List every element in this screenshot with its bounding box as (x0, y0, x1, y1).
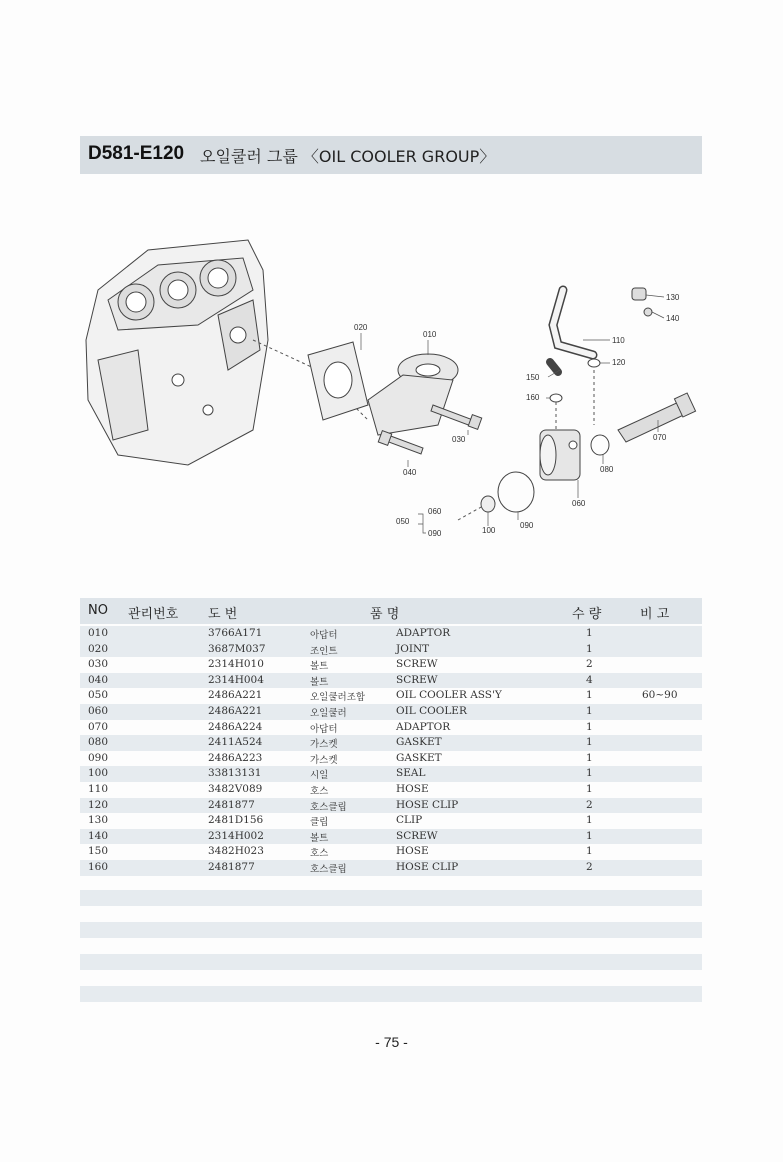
label-010: 010 (423, 330, 437, 339)
header-no: NO (88, 603, 108, 618)
table-row: 140 2314H002 볼트 SCREW 1 (80, 829, 702, 845)
hose-150-illustration (550, 362, 558, 372)
blank-row (80, 986, 702, 1002)
label-100: 100 (482, 526, 496, 535)
label-150: 150 (526, 373, 540, 382)
bolt-040-illustration (378, 431, 423, 454)
blank-row (80, 922, 702, 938)
label-120: 120 (612, 358, 626, 367)
header-remark: 비 고 (640, 607, 670, 622)
table-body (80, 626, 702, 876)
group-title: 오일쿨러 그룹 〈OIL COOLER GROUP〉 (200, 147, 496, 166)
label-030: 030 (452, 435, 466, 444)
page-number: - 75 - (375, 1034, 408, 1050)
label-070: 070 (653, 433, 667, 442)
header-mgmt-no: 관리번호 (128, 607, 179, 622)
hose-clip-160-illustration (550, 394, 562, 402)
clip-130-illustration (632, 288, 652, 316)
table-row: 120 2481877 호스클립 HOSE CLIP 2 (80, 798, 702, 814)
parts-table (80, 598, 702, 876)
table-row: 090 2486A223 가스켓 GASKET 1 (88, 751, 593, 766)
section-title-bar (80, 136, 702, 174)
label-050: 050 (396, 517, 410, 526)
label-050-090: 090 (428, 529, 442, 538)
engine-block-illustration (86, 240, 268, 465)
table-row: 030 2314H010 볼트 SCREW 2 (88, 658, 593, 673)
header-drawing-no: 도 번 (208, 607, 238, 622)
table-row: 050 2486A221 오일쿨러조합 OIL COOLER ASS'Y 1 60~90 (88, 689, 678, 704)
hose-clip-120-illustration (588, 359, 600, 367)
table-row: 160 2481877 호스클립 HOSE CLIP 2 (80, 860, 702, 876)
label-080: 080 (600, 465, 614, 474)
label-140: 140 (666, 314, 680, 323)
table-row: 080 2411A524 가스켓 GASKET 1 (80, 735, 702, 751)
header-qty: 수 량 (572, 607, 602, 622)
label-060: 060 (572, 499, 586, 508)
label-160: 160 (526, 393, 540, 402)
table-row: 110 3482V089 호스 HOSE 1 (88, 782, 593, 797)
group-code: D581-E120 (88, 143, 185, 164)
label-130: 130 (666, 293, 680, 302)
joint-plate-illustration (308, 342, 368, 420)
adaptor-illustration (368, 354, 458, 435)
label-110: 110 (612, 336, 625, 345)
blank-row (80, 954, 702, 970)
table-row: 070 2486A224 아답터 ADAPTOR 1 (88, 720, 593, 735)
table-row: 060 2486A221 오일쿨러 OIL COOLER 1 (80, 704, 702, 720)
table-row: 010 3766A171 아답터 ADAPTOR 1 (80, 626, 702, 642)
table-header (80, 598, 702, 624)
header-part-name: 품 명 (370, 607, 400, 622)
seal-100-illustration (481, 496, 495, 512)
label-050-060: 060 (428, 507, 442, 516)
table-row: 040 2314H004 볼트 SCREW 4 (80, 673, 702, 689)
exploded-parts-diagram (78, 230, 703, 550)
oil-cooler-illustration (540, 430, 580, 480)
label-040: 040 (403, 468, 417, 477)
gasket-080-illustration (591, 435, 609, 455)
label-020: 020 (354, 323, 368, 332)
table-row: 150 3482H023 호스 HOSE 1 (88, 845, 593, 860)
table-row: 020 3687M037 조인트 JOINT 1 (80, 642, 702, 658)
blank-row (80, 890, 702, 906)
table-row: 100 33813131 시일 SEAL 1 (80, 766, 702, 782)
gasket-090-illustration (498, 472, 534, 512)
table-row: 130 2481D156 클립 CLIP 1 (88, 814, 593, 829)
label-090: 090 (520, 521, 534, 530)
